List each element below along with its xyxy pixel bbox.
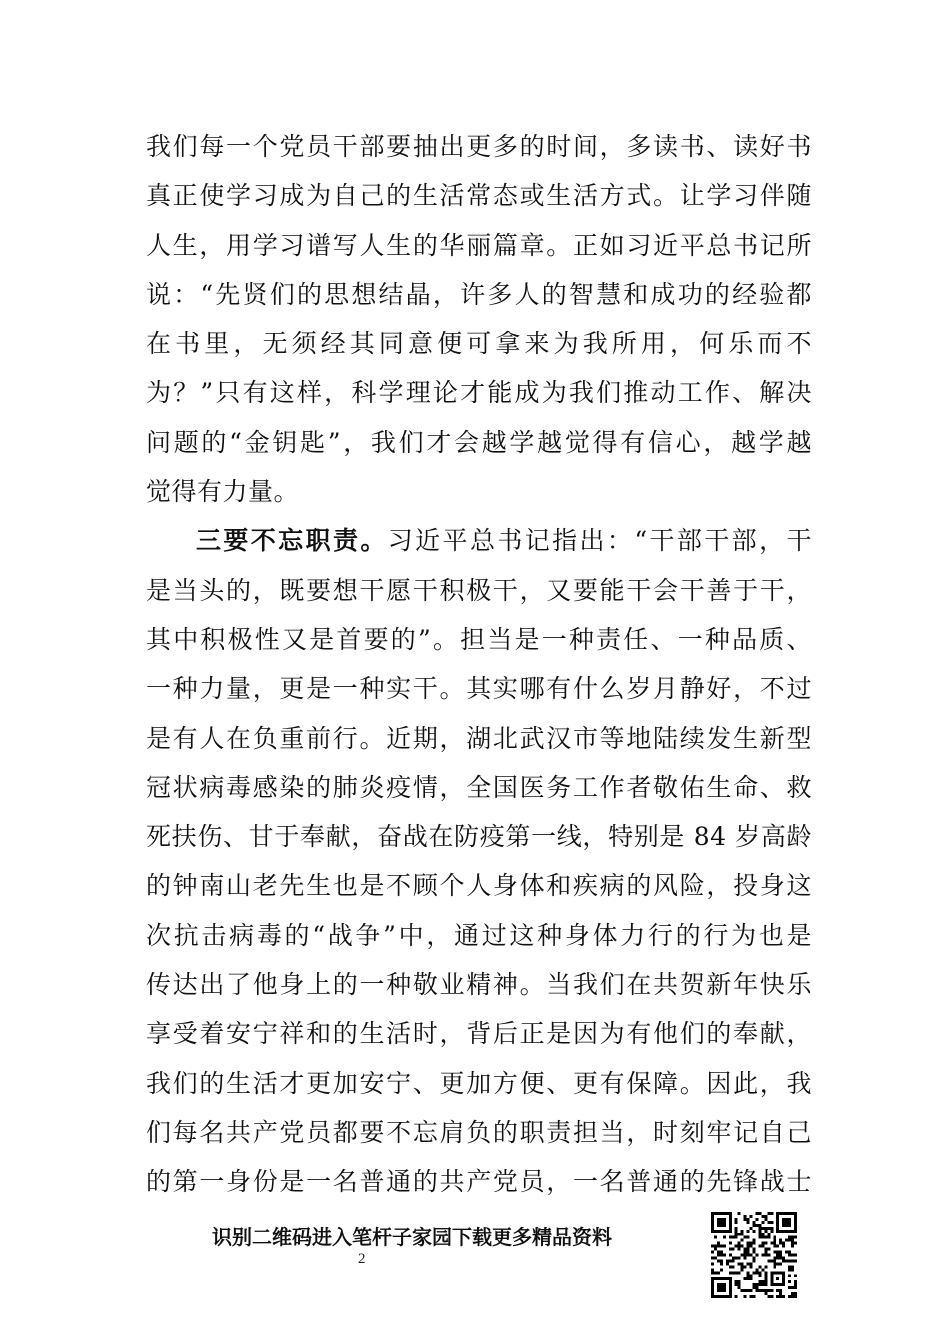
text-line: 们每名共产党员都要不忘肩负的职责担当，时刻牢记自己 <box>146 1117 812 1147</box>
text-line: 死扶伤、甘于奉献，奋战在防疫第一线，特别是 84 岁高龄 <box>146 822 812 852</box>
text-line: 一种力量，更是一种实干。其实哪有什么岁月静好，不过 <box>146 674 812 704</box>
footer-promo-text: 识别二维码进入笔杆子家园下载更多精品资料 <box>212 1225 612 1249</box>
text-line: 我们每一个党员干部要抽出更多的时间，多读书、读好书 <box>146 132 812 161</box>
text-line: 传达出了他身上的一种敬业精神。当我们在共贺新年快乐 <box>146 970 812 1000</box>
text-line: 觉得有力量。 <box>146 477 300 507</box>
text-line: 冠状病毒感染的肺炎疫情，全国医务工作者敬佑生命、救 <box>146 772 812 802</box>
text-line: 的第一身份是一名普通的共产党员，一名普通的先锋战士 <box>146 1167 812 1197</box>
page-number: 2 <box>358 1251 366 1267</box>
text-line: 是有人在负重前行。近期，湖北武汉市等地陆续发生新型 <box>146 723 812 753</box>
body-text <box>146 122 812 1207</box>
text-line: 是当头的，既要想干愿干积极干，又要能干会干善于干， <box>146 575 812 605</box>
text-line: 真正使学习成为自己的生活常态或生活方式。让学习伴随 <box>146 181 812 211</box>
text-line: 在书里，无须经其同意便可拿来为我所用，何乐而不 <box>146 329 812 359</box>
text-line: 我们的生活才更加安宁、更加方便、更有保障。因此，我 <box>146 1068 812 1098</box>
text-line: 次抗击病毒的“战争”中，通过这种身体力行的行为也是 <box>146 920 812 950</box>
paragraph-first-line <box>146 516 812 565</box>
text-line: 享受着安宁祥和的生活时，背后正是因为有他们的奉献， <box>146 1019 812 1049</box>
qr-code-icon[interactable] <box>711 1212 797 1298</box>
text-line: 其中积极性又是首要的”。担当是一种责任、一种品质、 <box>146 624 812 654</box>
text-line: 问题的“金钥匙”，我们才会越学越觉得有信心，越学越 <box>146 427 812 457</box>
section-heading: 三要不忘职责。 <box>196 526 388 556</box>
text-line: 说：“先贤们的思想结晶，许多人的智慧和成功的经验都 <box>146 279 812 309</box>
text-line: 人生，用学习谱写人生的华丽篇章。正如习近平总书记所 <box>146 230 812 260</box>
text-line: 为？”只有这样，科学理论才能成为我们推动工作、解决 <box>146 378 812 408</box>
text-span: 习近平总书记指出：“干部干部，干 <box>387 526 812 556</box>
text-line: 的钟南山老先生也是不顾个人身体和疾病的风险，投身这 <box>146 871 812 901</box>
